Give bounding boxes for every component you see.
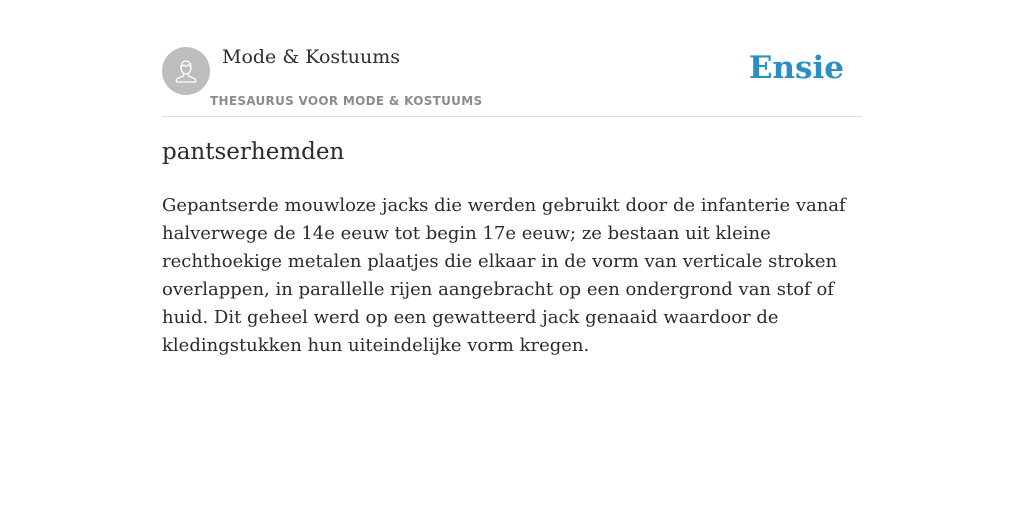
entry-definition: Gepantserde mouwloze jacks die werden gebruikt door de infanterie vanaf halverwege de 14e eeuw tot begin 17e eeuw; ze bestaan uit kleine rechthoekige metalen plaatjes die elkaar in de vorm van verticale stroken overlappen, in parallelle rijen aangebracht op een ondergrond van stof of huid. Dit geheel werd op een gewatteerd jack genaaid waardoor de kledingstukken hun uiteindelijke vorm kregen. [162,195,846,356]
site-subtitle[interactable]: THESAURUS VOOR MODE & KOSTUUMS [210,94,483,108]
user-icon [171,56,201,86]
site-name[interactable]: Mode & Kostuums [222,46,401,68]
page-container [162,0,862,356]
avatar[interactable] [162,47,210,95]
brand-logo[interactable]: Ensie [748,50,844,86]
header [162,0,862,117]
entry-term: pantserhemden [162,139,345,165]
